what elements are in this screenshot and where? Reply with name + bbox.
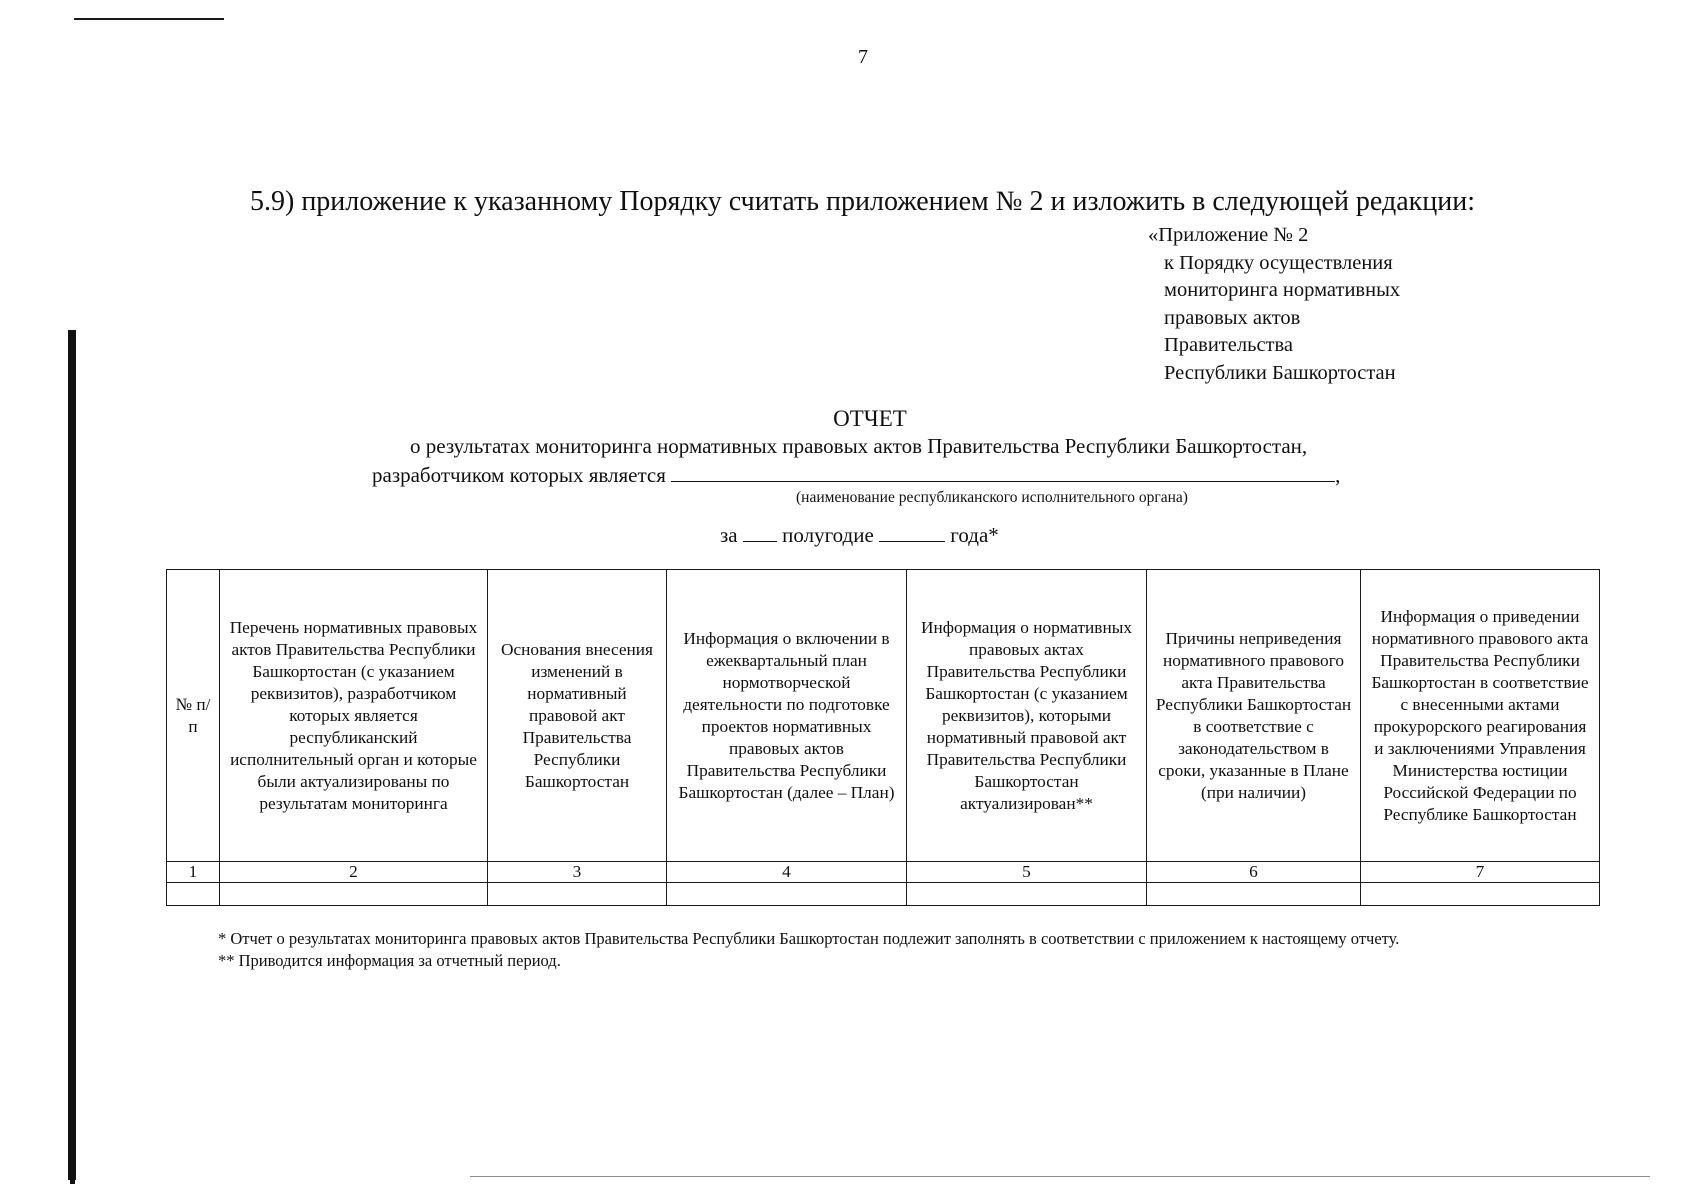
half-year-blank[interactable] [743, 525, 777, 542]
report-table [166, 569, 1600, 906]
column-number: 1 [167, 862, 220, 883]
appendix-line: Республики Башкортостан [1164, 361, 1396, 384]
column-number: 6 [1147, 862, 1361, 883]
report-developer-line [372, 463, 1340, 488]
header-cell-acts-list: Перечень нормативных правовых актов Правительства Республики Башкортостан (с указанием реквизитов), разработчиком которых является республиканский исполнительный орган и которые были актуализированы по результатам мониторинга [220, 570, 488, 862]
blank-caption: (наименование республиканского исполнительного органа) [796, 489, 1188, 506]
report-title: ОТЧЕТ [833, 406, 907, 431]
column-number: 3 [488, 862, 667, 883]
footnote: * Отчет о результатах мониторинга правовых актов Правительства Республики Башкортостан подлежит заполнять в соответствии с приложением к настоящему отчету. [218, 929, 1400, 948]
column-number: 2 [220, 862, 488, 883]
appendix-line: правовых актов [1164, 306, 1301, 329]
footnotes [218, 928, 1399, 972]
report-subtitle: о результатах мониторинга нормативных правовых актов Правительства Республики Башкортостан, [410, 434, 1308, 458]
period-year-label: года* [950, 523, 999, 547]
appendix-line: Правительства [1164, 334, 1294, 356]
amendment-paragraph: 5.9) приложение к указанному Порядку считать приложением № 2 и изложить в следующей редакции: [250, 186, 1475, 217]
empty-cell[interactable] [220, 883, 488, 906]
page-number: 7 [858, 46, 868, 68]
empty-cell[interactable] [667, 883, 907, 906]
report-period [720, 523, 999, 548]
header-cell-acts-info: Информация о нормативных правовых актах Правительства Республики Башкортостан (с указанием реквизитов), которыми нормативный правовой акт Правительства Республики Башкортостан актуализирован** [907, 570, 1147, 862]
year-blank[interactable] [879, 525, 945, 542]
appendix-line: к Порядку осуществления [1164, 251, 1393, 274]
scan-artifact-border [70, 1178, 75, 1184]
period-for-label: за [720, 523, 738, 547]
appendix-line: мониторинга нормативных [1164, 279, 1401, 301]
column-number: 5 [907, 862, 1147, 883]
empty-cell[interactable] [1147, 883, 1361, 906]
scan-artifact-border [68, 330, 76, 1180]
scan-artifact-line [470, 1176, 1650, 1177]
empty-cell[interactable] [907, 883, 1147, 906]
organ-name-blank[interactable] [671, 463, 1335, 482]
comma: , [1335, 463, 1341, 487]
column-number: 4 [667, 862, 907, 883]
scan-artifact-line [74, 18, 224, 20]
header-cell-plan-info: Информация о включении в ежеквартальный план нормотворческой деятельности по подготовке проектов нормативных правовых актов Правительства Республики Башкортостан (далее – План) [667, 570, 907, 862]
footnote: ** Приводится информация за отчетный период. [218, 951, 561, 970]
header-cell-number: № п/п [167, 570, 220, 862]
appendix-line: «Приложение № 2 [1148, 224, 1309, 246]
empty-cell[interactable] [167, 883, 220, 906]
header-cell-reasons: Причины неприведения нормативного правового акта Правительства Республики Башкортостан в соответствие с законодательством в сроки, указанные в Плане (при наличии) [1147, 570, 1361, 862]
empty-cell[interactable] [1361, 883, 1600, 906]
column-number: 7 [1361, 862, 1600, 883]
header-cell-grounds: Основания внесения изменений в нормативный правовой акт Правительства Республики Башкортостан [488, 570, 667, 862]
table-header-row [167, 570, 1600, 862]
period-half-label: полугодие [782, 523, 874, 547]
header-cell-compliance: Информация о приведении нормативного правового акта Правительства Республики Башкортостан в соответствие с внесенными актами прокурорского реагирования и заключениями Управления Министерства юстиции Российской Федерации по Республике Башкортостан [1361, 570, 1600, 862]
empty-cell[interactable] [488, 883, 667, 906]
empty-data-row [167, 883, 1600, 906]
developer-label: разработчиком которых является [372, 463, 666, 487]
appendix-reference [1148, 222, 1400, 387]
column-number-row [167, 862, 1600, 883]
